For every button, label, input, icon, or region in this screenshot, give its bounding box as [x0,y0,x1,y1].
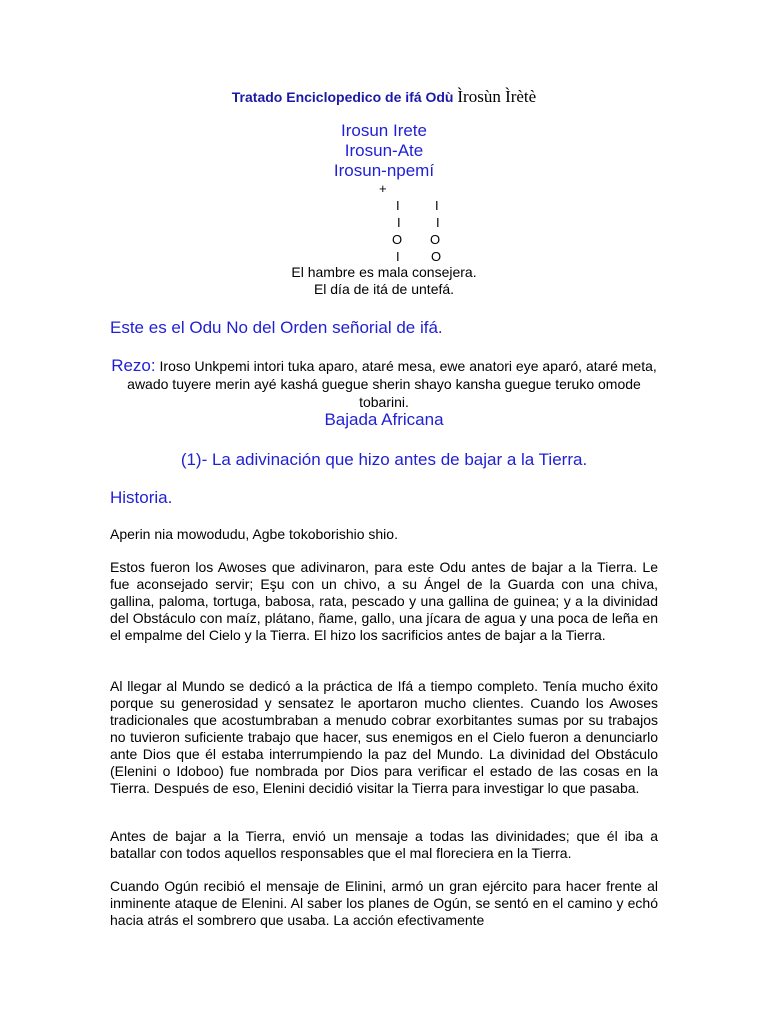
paragraph: Cuando Ogún recibió el mensaje de Elinini, armó un gran ejército para hacer frente al inminente ataque de Elenini. Al saber los planes de Ogún, se sentó en el camino y echó hacia atrás el sombrero que usaba. La acción efectivamente [110,878,658,928]
odu-name-1: Irosun Irete [341,121,427,140]
proverb-2: El día de itá de untefá. [313,281,455,297]
paragraph: Al llegar al Mundo se dedicó a la práctica de Ifá a tiempo completo. Tenía mucho éxito porque su generosidad y sensatez le aportaron mucho clientes. Cuando los Awoses tradicionales que acostumbraban a menudo cobrar exorbitantes sumas por su trabajos no tuvieron suficiente trabajo que hacer, sus enemigos en el Cielo fueron a denunciarlo ante Dios que él estaba interrumpiendo la paz del Mundo. La divinidad del Obstáculo (Elenini o Idoboo) fue nombrada por Dios para verificar el estado de las cosas en la Tierra. Después de eso, Elenini decidió visitar la Tierra para investigar lo que pasaba. [110,678,658,796]
sign-mark: I [396,249,400,264]
sign-mark: I [397,215,401,230]
paragraph: Antes de bajar a la Tierra, envió un mensaje a todas las divinidades; que él iba a batallar con todos aquellos responsables que el mal floreciera en la Tierra. [110,828,658,861]
sign-mark: I [436,215,440,230]
rezo-text: Iroso Unkpemi intori tuka aparo, ataré mesa, ewe anatori eye aparó, ataré meta, awado tuyere merin ayé kashá guegue sherin shayo kansha guegue teruko omode tobarini. [127,358,657,410]
sign-mark: O [392,232,403,247]
historia-heading: Historia. [110,488,173,507]
odu-names [0,121,768,181]
odu-name-2: Irosun-Ate [344,141,424,160]
paragraph: Aperin nia mowodudu, Agbe tokoborishio shio. [110,526,398,542]
rezo-block [110,357,658,411]
sign-mark: O [430,232,441,247]
bajada-heading: Bajada Africana [324,410,444,429]
proverbs [0,264,768,298]
title-bold: Tratado Enciclopedico de ifá Odù [231,89,458,105]
paragraph: Estos fueron los Awoses que adivinaron, para este Odu antes de bajar a la Tierra. Le fue aconsejado servir; Eşu con un chivo, a su Ángel de la Guarda con una chiva, gallina, paloma, tortuga, babosa, rata, pescado y una gallina de guinea; y a la divinidad del Obstáculo con maíz, plátano, ñame, gallo, una jícara de agua y una poca de leña en el empalme del Cielo y la Tierra. El hizo los sacrificios antes de bajar a la Tierra. [110,559,658,643]
section-heading: (1)- La adivinación que hizo antes de bajar a la Tierra. [180,450,588,469]
proverb-1: El hambre es mala consejera. [291,264,477,280]
sign-mark: O [431,249,442,264]
sign-mark: I [396,198,400,213]
document-title [0,87,768,107]
sign-mark: I [435,198,439,213]
odu-name-3: Irosun-npemí [333,161,435,180]
title-odu-name: Ìrosùn Ìrètè [457,87,537,106]
odu-number-heading: Este es el Odu No del Orden señorial de ifá. [110,318,443,337]
rezo-label: Rezo: [111,356,156,375]
sign-plus: + [379,181,387,196]
